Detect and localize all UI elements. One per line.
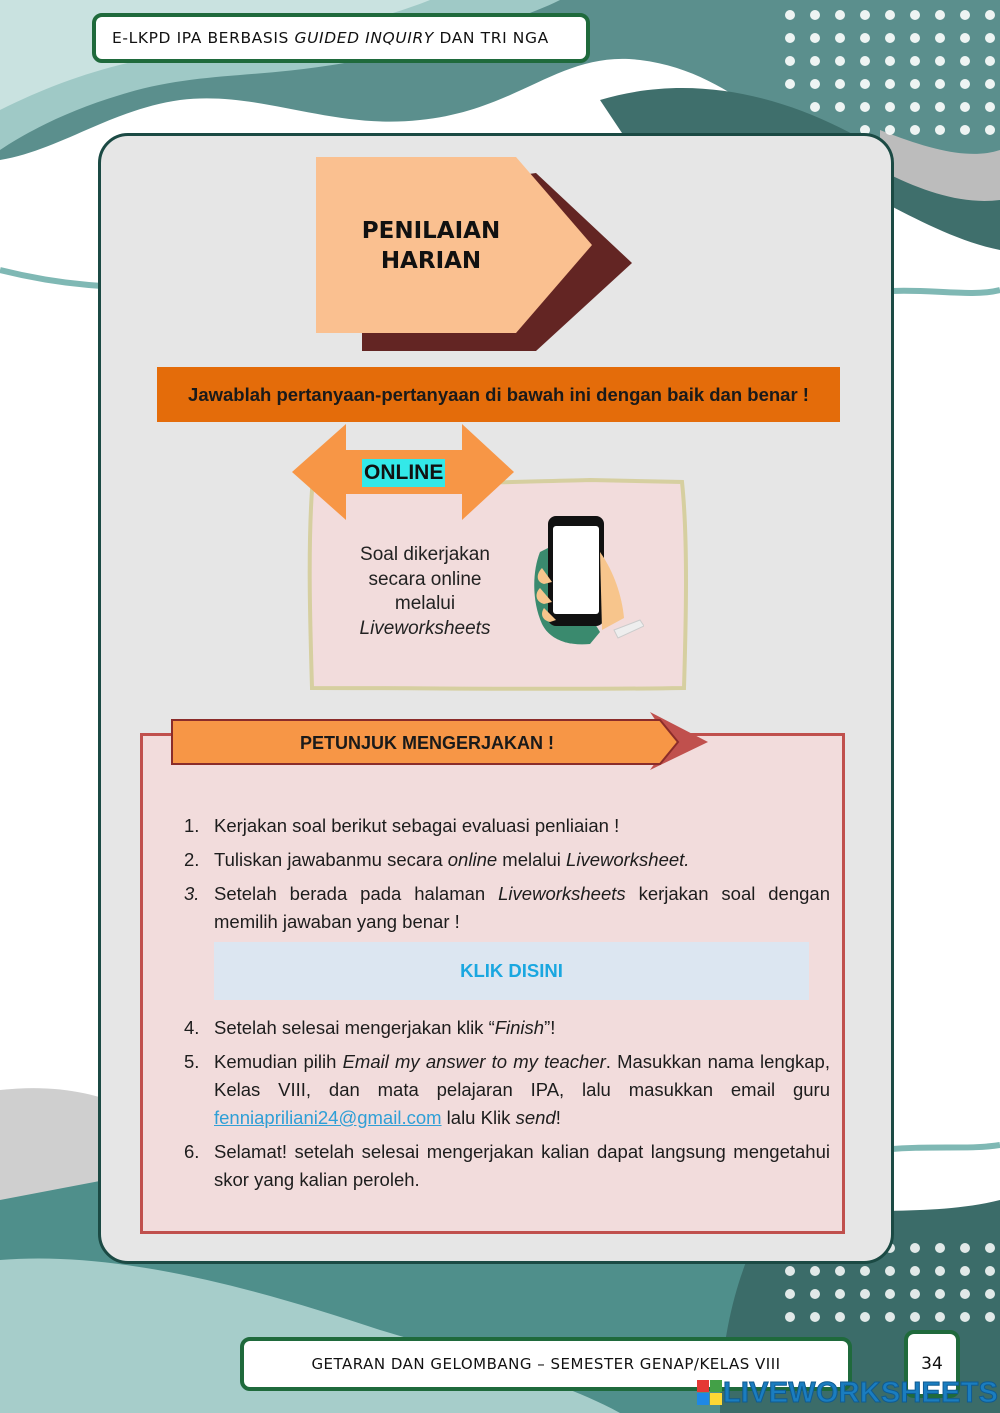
step-number: 6. (184, 1141, 200, 1162)
instructions-header-label: PETUNJUK MENGERJAKAN ! (299, 732, 555, 753)
footer-text: GETARAN DAN GELOMBANG – SEMESTER GENAP/KELAS VIII (311, 1355, 781, 1373)
header-text-part3: DAN TRI NGA (439, 29, 549, 47)
liveworksheets-logo-icon (697, 1380, 723, 1406)
teacher-email-link[interactable]: fenniapriliani24@gmail.com (214, 1107, 442, 1128)
klik-disini-button[interactable]: KLIK DISINI (214, 942, 809, 1000)
page-title (316, 216, 546, 276)
page-number-value: 34 (921, 1354, 943, 1374)
list-item (178, 812, 830, 840)
header-text-part1: E-LKPD IPA BERBASIS (112, 29, 289, 47)
online-text-line2: secara online (368, 568, 482, 590)
liveworksheets-watermark (697, 1377, 998, 1409)
title-line2: HARIAN (380, 248, 482, 274)
online-description (340, 543, 510, 641)
header-title-box (92, 13, 590, 63)
step-text: Kemudian pilih Email my answer to my teacher. Masukkan nama lengkap, Kelas VIII, dan mata pelajaran IPA, lalu masukkan email guru fenniapriliani24@gmail.com lalu Klik send! (214, 1051, 830, 1128)
instructions-list (178, 812, 830, 1200)
step-text: Selamat! setelah selesai mengerjakan kalian dapat langsung mengetahui skor yang kalian peroleh. (214, 1141, 830, 1190)
step-number: 2. (184, 849, 200, 870)
list-item (178, 880, 830, 936)
list-item (178, 846, 830, 874)
step-text: Setelah berada pada halaman Liveworksheets kerjakan soal dengan memilih jawaban yang benar ! (214, 883, 830, 932)
step-text: Setelah selesai mengerjakan klik “Finish”! (214, 1017, 556, 1038)
watermark-text: LIVEWORKSHEETS (723, 1376, 999, 1409)
step-number: 5. (184, 1051, 200, 1072)
phone-in-hand-icon (528, 512, 644, 648)
instruction-bar: Jawablah pertanyaan-pertanyaan di bawah ini dengan baik dan benar ! (157, 367, 840, 422)
online-label: ONLINE (362, 459, 445, 487)
online-text-line3: melalui (394, 593, 456, 614)
title-line1: PENILAIAN (361, 218, 501, 244)
online-text-line1: Soal dikerjakan (360, 544, 490, 565)
online-text-line4: Liveworksheets (359, 617, 491, 639)
step-number: 1. (184, 815, 200, 836)
step-text: Kerjakan soal berikut sebagai evaluasi penliaian ! (214, 815, 620, 836)
list-item (178, 1014, 830, 1042)
step-number: 3. (184, 883, 200, 904)
list-item (178, 1048, 830, 1132)
list-item (178, 1138, 830, 1194)
step-number: 4. (184, 1017, 200, 1038)
step-text: Tuliskan jawabanmu secara online melalui Liveworksheet. (214, 849, 690, 870)
header-text-italic: GUIDED INQUIRY (294, 29, 434, 47)
